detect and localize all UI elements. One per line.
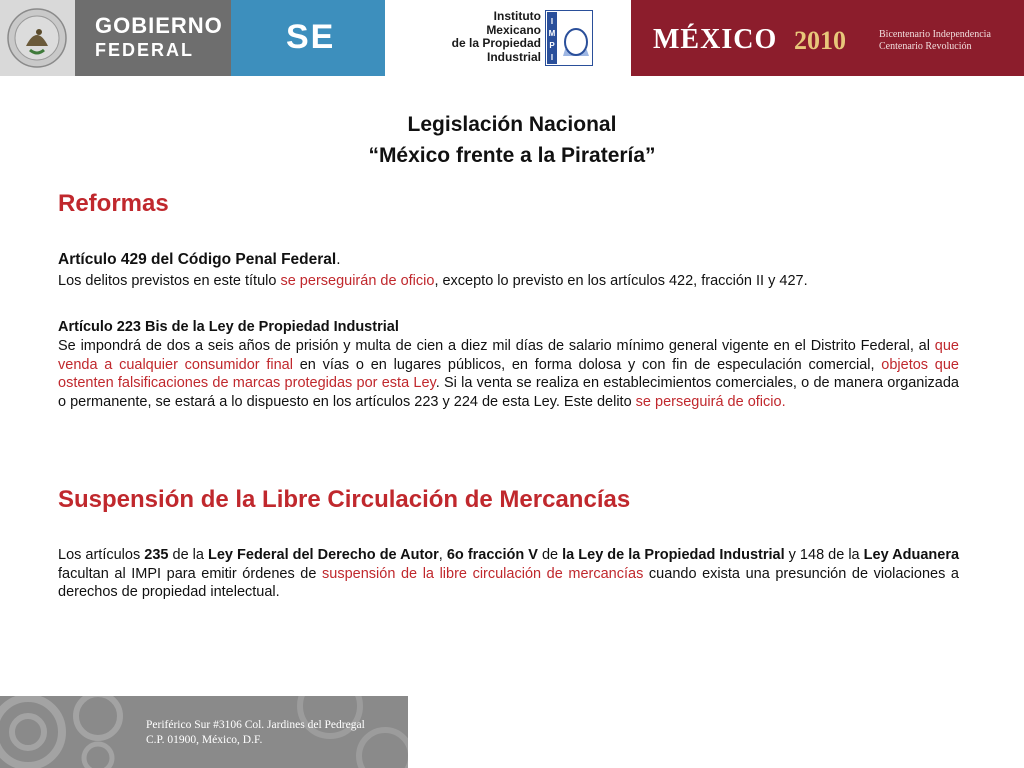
impi-logo [385,0,631,76]
text-run: en vías o en lugares públicos, en forma dolosa y con fin de especulación comercial, [292,356,882,373]
article-429-period: . [336,251,341,268]
highlight-text: suspensión de la libre circulación de mercancías [322,565,644,582]
text-run: cuando exista una presunción de violaciones a derechos de propiedad intelectual. [58,565,959,600]
mexico-2010-logo [631,0,1024,76]
article-429-heading [58,251,959,270]
se-label: SE [286,18,336,56]
svg-text:I: I [550,53,554,62]
header-banner [0,0,1024,76]
section-heading-suspension: Suspensión de la Libre Circulación de Mercancías [58,486,631,513]
article-223-title: Artículo 223 Bis de la Ley de Propiedad Industrial [58,319,399,335]
bold-text: Ley Aduanera [863,547,960,563]
footer-address-panel [0,696,408,768]
bold-text: 6o fracción V [446,547,538,563]
se-logo [231,0,385,76]
address-line: Periférico Sur #3106 Col. Jardines del Pedregal [146,719,365,731]
page-title: Legislación Nacional [407,113,617,136]
svg-text:P: P [549,41,555,50]
section-heading-reformas: Reformas [58,190,169,217]
article-223-text [58,337,959,411]
gobierno-federal-text [95,14,223,62]
gobierno-federal-logo [75,0,231,76]
highlight-text: se perseguirán de oficio [280,273,435,289]
escudo-nacional-logo [0,0,75,76]
text-run: Los delitos previstos en este título [58,273,281,289]
impi-name-line: Mexicano [486,22,541,37]
gobierno-line2: FEDERAL [95,40,194,60]
article-223-heading [58,318,959,337]
impi-name-line: de la Propiedad [451,36,541,50]
highlight-text: se perseguirá de oficio. [635,393,786,410]
page-subtitle: “México frente a la Piratería” [368,144,656,167]
svg-text:M: M [548,29,556,38]
centenario-line: Centenario Revolución [879,41,972,52]
highlight-text: que venda a cualquier consumidor final [58,338,959,373]
mexico-year: 2010 [794,26,846,55]
text-run: de [537,547,563,563]
impi-name-line: Instituto [493,9,541,23]
text-run: facultan al IMPI para emitir órdenes de [58,565,323,582]
gobierno-line1: GOBIERNO [95,13,223,38]
impi-name [413,10,541,64]
mexico-label: MÉXICO [653,24,778,55]
bold-text: 235 [144,547,169,563]
text-run: y 148 de la [784,547,864,563]
svg-text:I: I [550,17,554,26]
impi-name-line: Industrial [486,49,541,64]
eagle-seal-icon [6,6,68,70]
bicentenario-text [879,29,991,53]
article-429-text [58,272,959,291]
bicentenario-line: Bicentenario Independencia [879,29,991,40]
text-run: , [438,547,447,563]
impi-emblem-icon [545,10,593,66]
text-run: de la [168,547,208,563]
text-run: . Si la venta se realiza en establecimientos comerciales, o de manera organizada o permanente, se estará a lo dispuesto en los artículos 223 y 224 de esta Ley. Este delito [58,375,960,410]
text-run: , excepto lo previsto en los artículos 422, fracción II y 427. [434,273,808,289]
postal-code-line: C.P. 01900, México, D.F. [146,734,263,746]
bold-text: Ley Federal del Derecho de Autor [208,547,439,563]
text-run: Se impondrá de dos a seis años de prisión y multa de cien a diez mil días de salario mínimo general vigente en el Distrito Federal, al [58,338,935,354]
highlight-text: objetos que ostenten falsificaciones de marcas protegidas por esta Ley [58,356,959,391]
suspension-text [58,546,959,602]
bold-text: la Ley de la Propiedad Industrial [562,547,785,563]
footer-address [146,718,365,748]
article-429-title: Artículo 429 del Código Penal Federal [58,251,337,268]
text-run: Los artículos [58,547,145,563]
